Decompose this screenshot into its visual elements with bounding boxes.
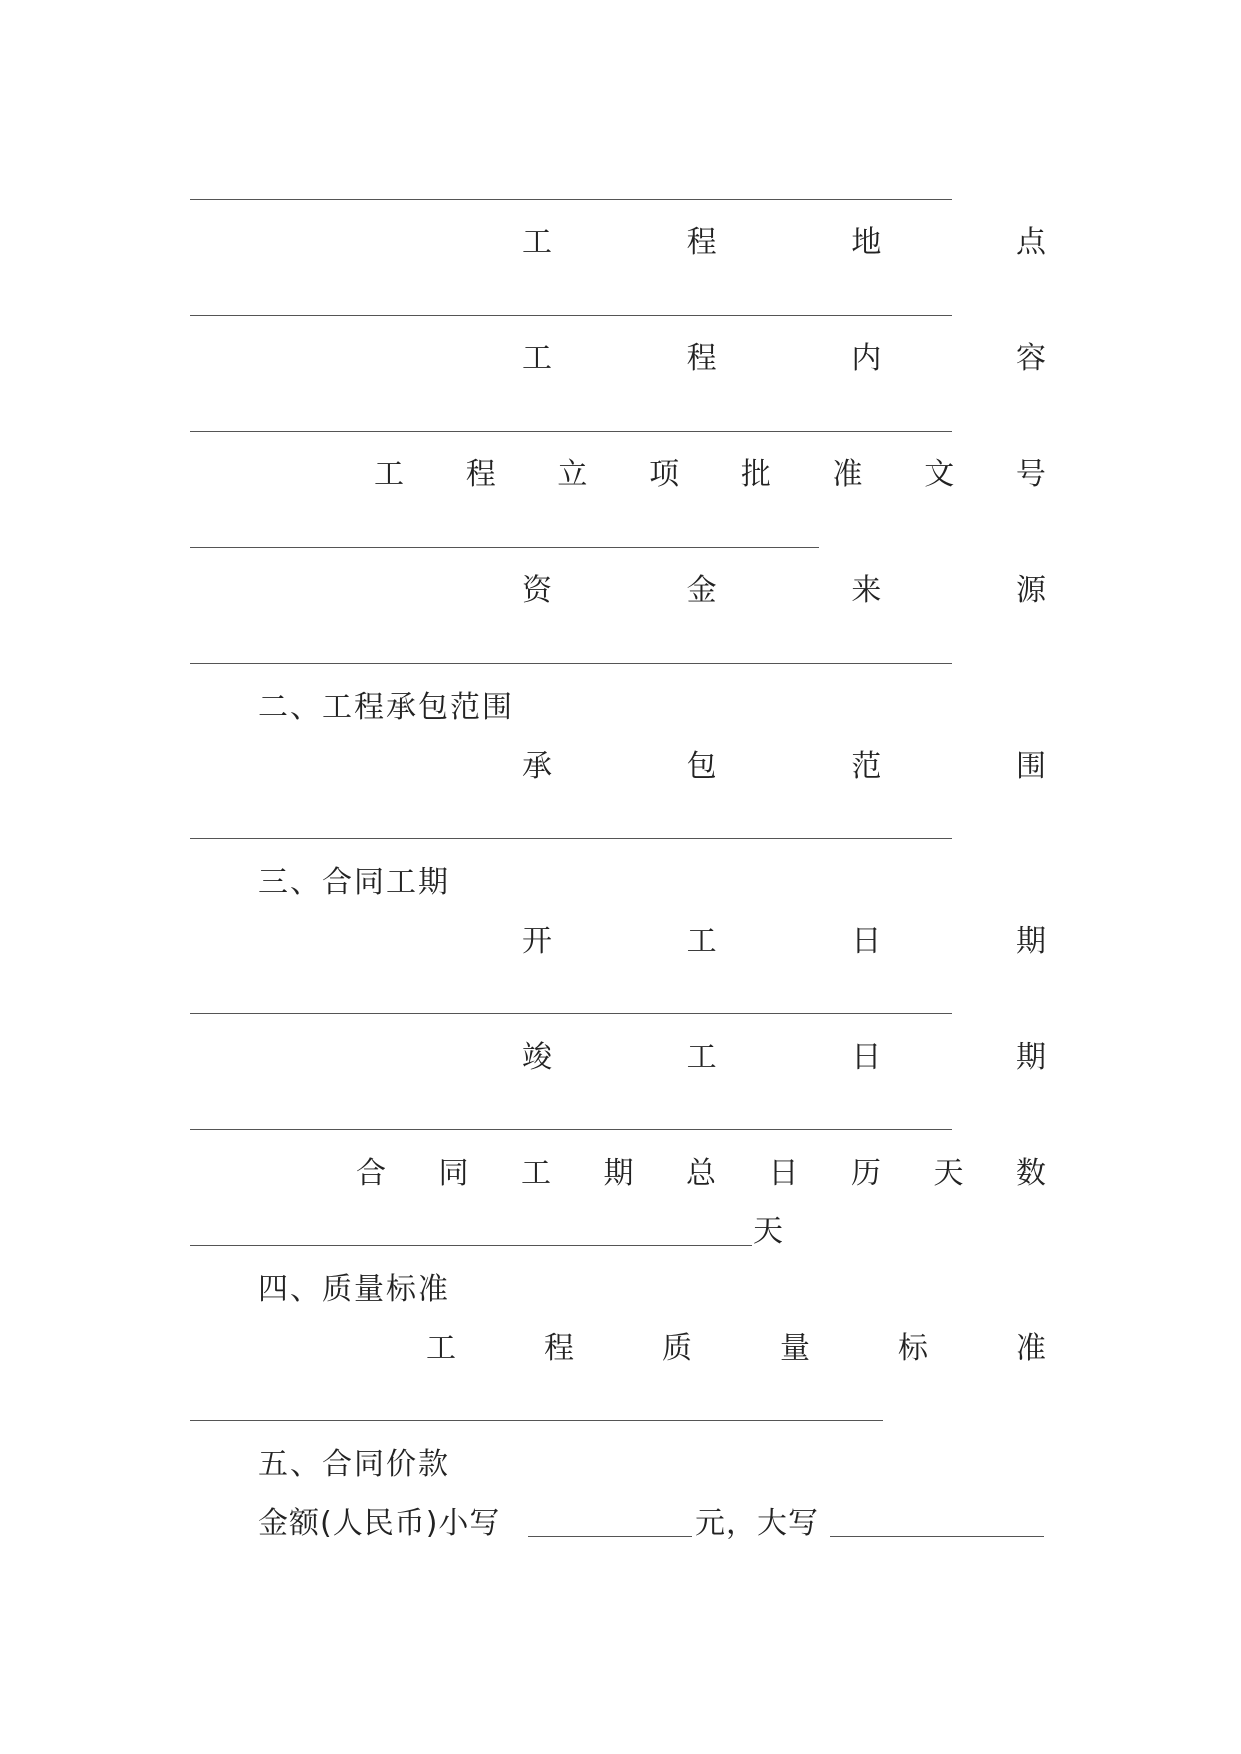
approval-doc-no-label: 工 程 立 项 批 准 文 号 xyxy=(374,457,1046,492)
scope-heading: 二、工程承包范围 xyxy=(258,690,514,725)
scope-label: 承 包 范 围 xyxy=(522,749,1046,784)
project-location-blank[interactable] xyxy=(190,315,952,316)
amount-figures-blank[interactable] xyxy=(528,1536,692,1537)
amount-words-blank[interactable] xyxy=(830,1536,1044,1537)
quality-heading: 四、质量标准 xyxy=(258,1272,450,1307)
scope-blank[interactable] xyxy=(190,838,952,839)
total-days-unit: 天 xyxy=(753,1214,783,1249)
price-heading: 五、合同价款 xyxy=(258,1447,450,1482)
blank-line xyxy=(190,199,952,200)
total-days-blank[interactable] xyxy=(190,1245,752,1246)
fund-source-label: 资 金 来 源 xyxy=(522,573,1046,608)
amount-prefix: 金额(人民币)小写 xyxy=(258,1506,501,1541)
approval-doc-no-blank[interactable] xyxy=(190,547,819,548)
quality-standard-blank[interactable] xyxy=(190,1420,883,1421)
total-days-label: 合 同 工 期 总 日 历 天 数 xyxy=(356,1156,1046,1191)
quality-standard-label: 工 程 质 量 标 准 xyxy=(426,1331,1046,1366)
project-location-label: 工 程 地 点 xyxy=(522,225,1046,260)
completion-date-blank[interactable] xyxy=(190,1129,952,1130)
fund-source-blank[interactable] xyxy=(190,663,952,664)
yuan-label: 元，大写 xyxy=(695,1506,819,1541)
period-heading: 三、合同工期 xyxy=(258,865,450,900)
start-date-blank[interactable] xyxy=(190,1013,952,1014)
project-content-blank[interactable] xyxy=(190,431,952,432)
start-date-label: 开 工 日 期 xyxy=(522,924,1046,959)
project-content-label: 工 程 内 容 xyxy=(522,341,1046,376)
completion-date-label: 竣 工 日 期 xyxy=(522,1040,1046,1075)
